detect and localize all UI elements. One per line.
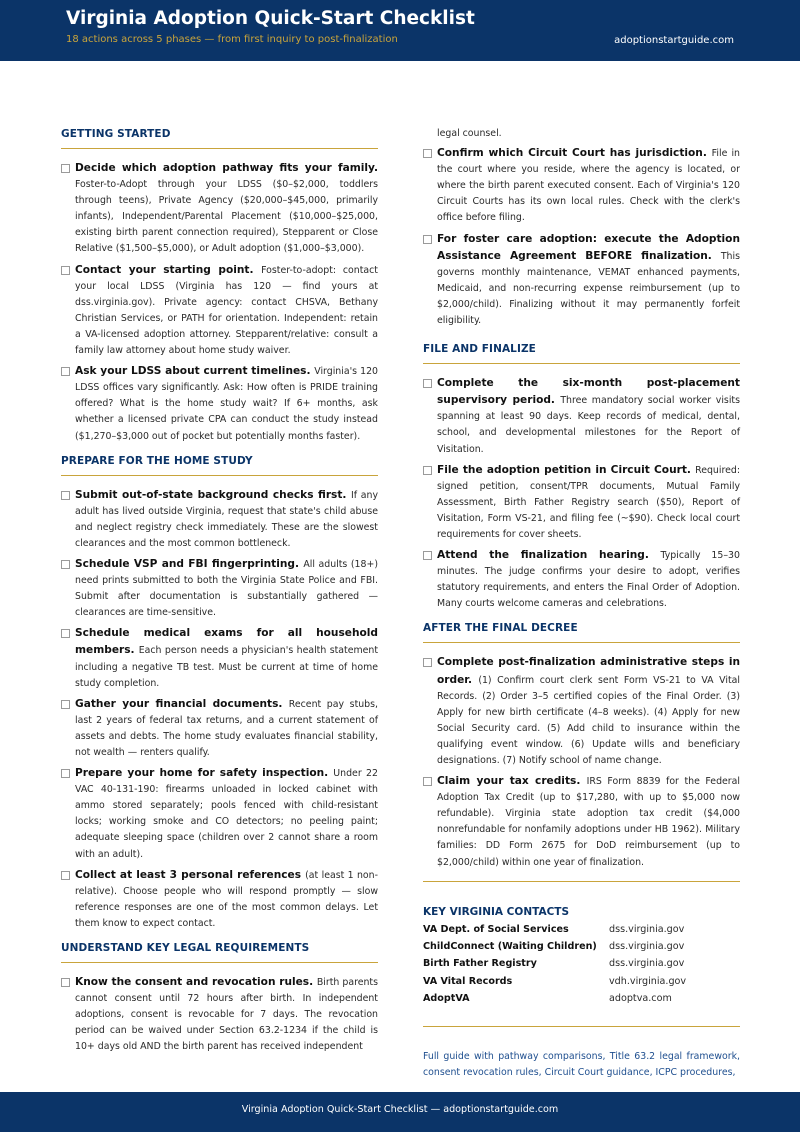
contact-url[interactable]: dss.virginia.gov xyxy=(609,958,685,970)
item-text: Each person needs a physician's health statement including a negative TB test. Must be current at time of home study completion. xyxy=(75,645,378,689)
section-heading: UNDERSTAND KEY LEGAL REQUIREMENTS xyxy=(61,942,378,963)
item-lead: Contact your starting point. xyxy=(75,263,262,276)
item-text: Under 22 VAC 40-131-190: firearms unloaded in locked cabinet with ammo stored separately; pools fenced with child-resistant locks; working smoke and CO detectors; no peeling paint; adequate sleeping space (children over 2 cannot share a room with an adult). xyxy=(75,768,378,860)
section-heading: AFTER THE FINAL DECREE xyxy=(423,622,740,643)
item-text: This governs monthly maintenance, VEMAT enhanced payments, Medicaid, and non-recurring expense reimbursement (up to $2,000/child). Finalizing without it may permanently forfeit eligibility. xyxy=(437,250,740,327)
checkbox[interactable] xyxy=(61,266,70,275)
checklist-item xyxy=(61,696,378,761)
checkbox[interactable] xyxy=(61,367,70,376)
item-text: File in the court where you reside, where the agency is located, or where the birth parent executed consent. Each of Virginia's 120 Circuit Courts has its own local rules. Check with the clerk's office before filing. xyxy=(437,148,740,224)
item-lead: Complete post-finalization administrative steps in order. xyxy=(437,656,740,686)
contact-row xyxy=(423,973,740,990)
checklist-item xyxy=(423,231,740,330)
checkbox[interactable] xyxy=(423,466,432,475)
item-text: Recent pay stubs, last 2 years of federal tax returns, and a current statement of assets and debts. The home study evaluates financial stability, not wealth — renters qualify. xyxy=(75,698,378,758)
checkbox[interactable] xyxy=(61,871,70,880)
bottom-bar xyxy=(0,1092,800,1132)
checklist-item xyxy=(61,867,378,932)
item-text: Birth parents cannot consent until 72 hours after birth. In independent adoptions, consent is revocable for 7 days. The revocation period can be waived under Section 63.2-1234 if the child is 10+ days old AND the birth parent has received independent xyxy=(75,977,378,1053)
item-lead: File the adoption petition in Circuit Court. xyxy=(437,463,696,476)
item-lead: Collect at least 3 personal references xyxy=(75,868,306,881)
contacts-block xyxy=(423,906,740,1008)
section-heading: GETTING STARTED xyxy=(61,128,378,149)
section-getting-started xyxy=(61,128,378,445)
checklist-item xyxy=(61,262,378,360)
page-title: Virginia Adoption Quick-Start Checklist xyxy=(66,8,475,29)
contact-url[interactable]: dss.virginia.gov xyxy=(609,941,685,953)
contact-url[interactable]: dss.virginia.gov xyxy=(609,923,685,935)
item-text: All adults (18+) need prints submitted to both the Virginia State Police and FBI. Submit after documentation is substantially gathered — clearances are time-sensitive. xyxy=(75,558,378,619)
checkbox[interactable] xyxy=(423,551,432,560)
checkbox[interactable] xyxy=(423,235,432,244)
section-after-decree xyxy=(423,622,740,870)
checkbox[interactable] xyxy=(423,777,432,786)
checkbox[interactable] xyxy=(423,658,432,667)
checklist-item xyxy=(423,462,740,543)
checklist-item xyxy=(423,375,740,457)
contact-name: ChildConnect (Waiting Children) xyxy=(423,941,597,953)
contact-row xyxy=(423,921,740,938)
item-text: Virginia's 120 LDSS offices vary significantly. Ask: How often is PRIDE training offered? What is the home study wait? If 6+ months, ask whether a licensed private CPA can conduct the study instead ($1,270–$3,000 out of pocket but potentially months faster). xyxy=(75,366,378,442)
item-lead: Schedule VSP and FBI fingerprinting. xyxy=(75,557,304,570)
section-heading: PREPARE FOR THE HOME STUDY xyxy=(61,455,378,476)
section-legal xyxy=(61,942,378,1055)
item-lead: Know the consent and revocation rules. xyxy=(75,976,317,989)
item-lead: Prepare your home for safety inspection. xyxy=(75,767,334,780)
divider xyxy=(423,1026,740,1027)
checklist-item xyxy=(61,363,378,444)
checklist-item xyxy=(423,547,740,612)
checkbox[interactable] xyxy=(61,560,70,569)
right-column xyxy=(423,128,740,1082)
contact-row xyxy=(423,938,740,955)
checkbox[interactable] xyxy=(61,769,70,778)
checklist-item xyxy=(61,556,378,621)
checkbox[interactable] xyxy=(61,629,70,638)
checkbox[interactable] xyxy=(61,700,70,709)
checkbox[interactable] xyxy=(61,491,70,500)
contact-row xyxy=(423,990,740,1007)
page-header xyxy=(0,0,800,61)
item-text: Required: signed petition, consent/TPR documents, Mutual Family Assessment, Birth Father Registry search ($50), Report of Visitation, Form VS-21, and filing fee (~$90). Check local court requirements for cover sheets. xyxy=(437,464,740,540)
checkbox[interactable] xyxy=(423,149,432,158)
item-lead: Complete the six-month post-placement supervisory period. xyxy=(437,377,740,407)
checklist-item xyxy=(61,765,378,863)
section-heading: FILE AND FINALIZE xyxy=(423,343,740,364)
contact-url[interactable]: adoptva.com xyxy=(609,993,672,1005)
checklist-item xyxy=(423,654,740,769)
footer-note[interactable]: Full guide with pathway comparisons, Title 63.2 legal framework, consent revocation rules, Circuit Court guidance, ICPC procedures, xyxy=(423,1050,740,1079)
contact-name: VA Dept. of Social Services xyxy=(423,923,569,935)
checklist-item xyxy=(423,773,740,871)
item-lead: Attend the finalization hearing. xyxy=(437,549,661,562)
item-lead: For foster care adoption: execute the Adoption Assistance Agreement BEFORE finalization. xyxy=(437,232,740,262)
left-column xyxy=(61,128,378,1066)
contact-name: VA Vital Records xyxy=(423,975,513,987)
checkbox[interactable] xyxy=(61,164,70,173)
checklist-item xyxy=(423,145,740,226)
item-continuation: legal counsel. xyxy=(437,128,502,139)
item-lead: Confirm which Circuit Court has jurisdiction. xyxy=(437,147,712,160)
item-text: IRS Form 8839 for the Federal Adoption Tax Credit (up to $17,280, with up to $5,000 now refundable). Virginia state adoption tax credit ($4,000 nonrefundable for nonfamily adoptions under HB 1962). Military families: DD Form 2675 for DoD reimbursement (up to $2,000/child) within one year of finalization. xyxy=(437,776,740,868)
item-lead: Submit out-of-state background checks first. xyxy=(75,488,351,501)
checklist-item xyxy=(61,974,378,1055)
contact-name: Birth Father Registry xyxy=(423,958,537,970)
contact-row xyxy=(423,955,740,972)
header-site-link[interactable]: adoptionstartguide.com xyxy=(614,35,734,46)
contacts-heading: KEY VIRGINIA CONTACTS xyxy=(423,905,570,918)
item-lead: Decide which adoption pathway fits your family. xyxy=(75,162,378,174)
item-text: Foster-to-Adopt through your LDSS ($0–$2,000, toddlers through teens), Private Agency ($20,000–$45,000, primarily infants), Independent/Parental Placement ($10,000–$25,000, existing birth parent connection required), Stepparent or Close Relative ($1,500–$5,000), or Adult adoption ($1,000–$3,000). xyxy=(75,179,378,255)
checklist-item xyxy=(61,625,378,691)
item-lead: Claim your tax credits. xyxy=(437,775,587,788)
divider xyxy=(423,881,740,882)
section-file-finalize xyxy=(423,343,740,612)
item-lead: Ask your LDSS about current timelines. xyxy=(75,365,315,378)
page-subtitle: 18 actions across 5 phases — from first inquiry to post-finalization xyxy=(66,34,398,45)
item-text: Foster-to-adopt: contact your local LDSS (Virginia has 120 — find yours at dss.virginia.gov). Private agency: contact CHSVA, Bethany Christian Services, or PATH for orientation. Independent: retain a VA-licensed adoption attorney. Stepparent/relative: consult a family law attorney about home study waiver. xyxy=(75,264,378,357)
checklist-item xyxy=(61,160,378,258)
item-text: If any adult has lived outside Virginia, request that state's child abuse and neglect registry check immediately. These are the slowest clearances and the most common bottleneck. xyxy=(75,489,379,549)
section-home-study xyxy=(61,455,378,932)
checklist-item xyxy=(61,487,378,552)
contact-url[interactable]: vdh.virginia.gov xyxy=(609,975,687,987)
bottom-bar-text: Virginia Adoption Quick-Start Checklist — adoptionstartguide.com xyxy=(241,1104,559,1115)
contact-name: AdoptVA xyxy=(423,993,470,1005)
item-text: (at least 1 non-relative). Choose people who will respond promptly — slow reference responses are one of the most common delays. Let them know to expect contact. xyxy=(75,869,378,929)
item-text: Typically 15–30 minutes. The judge confirms your desire to adopt, verifies statutory requirements, and enters the Final Order of Adoption. Many courts welcome cameras and celebrations. xyxy=(437,550,740,610)
checkbox[interactable] xyxy=(423,379,432,388)
item-lead: Schedule medical exams for all household members. xyxy=(75,627,378,657)
item-text: (1) Confirm court clerk sent Form VS-21 to VA Vital Records. (2) Order 3–5 certified copies of the Final Order. (3) Apply for new birth certificate (4–8 weeks). (4) Apply for new Social Security card. (5) Add child to insurance within the qualifying event window. (6) Update wills and beneficiary designations. (7) Notify school of name change. xyxy=(437,674,740,766)
item-lead: Gather your financial documents. xyxy=(75,697,289,710)
checkbox[interactable] xyxy=(61,978,70,987)
item-text: Three mandatory social worker visits spanning at least 90 days. Keep records of medical, dental, school, and developmental milestones for the Report of Visitation. xyxy=(437,395,740,455)
